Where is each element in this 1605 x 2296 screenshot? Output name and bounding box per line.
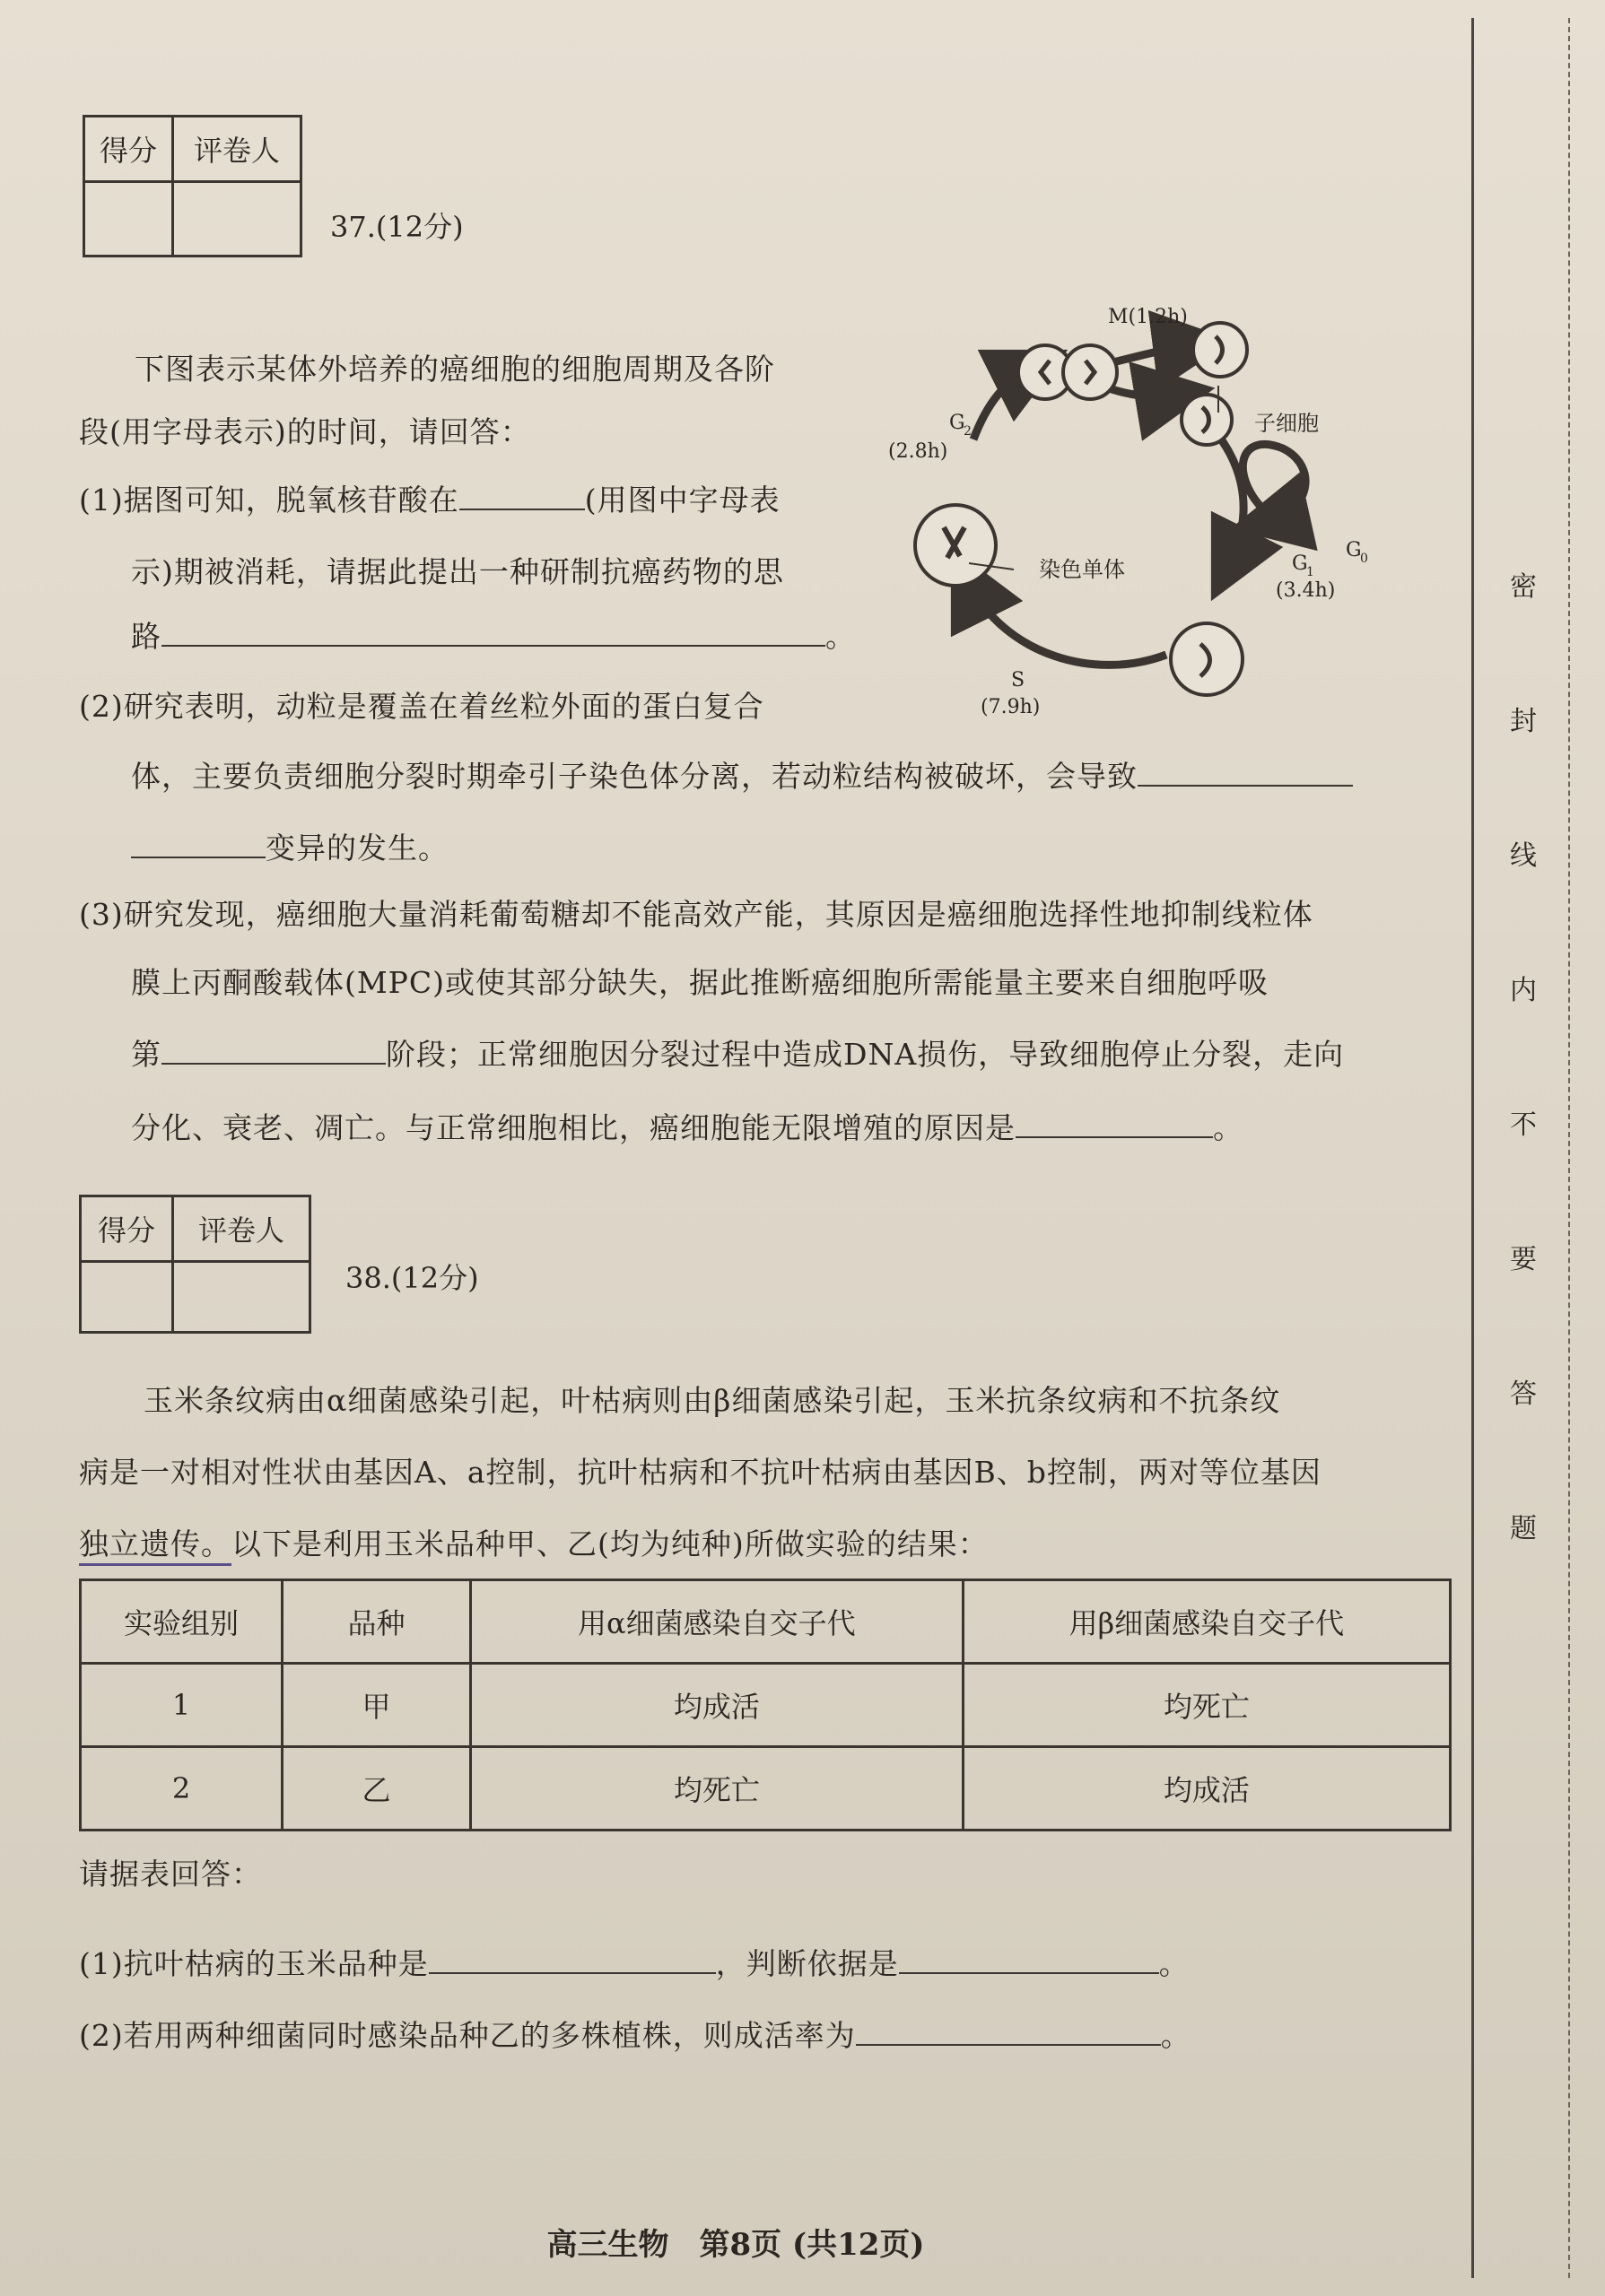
results-table: [79, 1578, 1452, 1831]
g1-subscript: 1: [1306, 565, 1314, 579]
score-cell[interactable]: [84, 182, 173, 257]
answer-blank-2[interactable]: [161, 613, 825, 647]
period: 。: [1160, 2018, 1191, 2053]
q37-part2-line1: (2)研究表明，动粒是覆盖在着丝粒外面的蛋白复合: [79, 689, 764, 724]
q37-part3-text2: 阶段；正常细胞因分裂过程中造成DNA损伤，导致细胞停止分裂，走向: [386, 1037, 1345, 1072]
answer-blank-6[interactable]: [1016, 1104, 1213, 1138]
s-label: S: [1011, 669, 1025, 691]
g0-label: G: [1346, 539, 1362, 561]
table-cell: 均成活: [471, 1664, 964, 1747]
grader-label: 评卷人: [173, 117, 301, 182]
q37-part2-text2: 变异的发生。: [266, 831, 449, 865]
grader-cell[interactable]: [173, 1262, 310, 1333]
table-header-row: [81, 1580, 1451, 1664]
question-37-number: 37.(12分): [330, 210, 464, 244]
q37-part3-line1: (3)研究发现，癌细胞大量消耗葡萄糖却不能高效产能，其原因是癌细胞选择性地抑制线粒体: [79, 897, 1313, 932]
score-box-q37: [83, 115, 302, 257]
table-cell: 乙: [283, 1747, 471, 1831]
seal-char: 内: [1510, 975, 1537, 1006]
table-cell: 均死亡: [963, 1664, 1450, 1747]
score-box-q38: [79, 1195, 311, 1334]
grader-cell[interactable]: [173, 182, 301, 257]
q37-part3-line4: [131, 1092, 1243, 1164]
q37-part3-line2: 膜上丙酮酸载体(MPC)或使其部分缺失，据此推断癌细胞所需能量主要来自细胞呼吸: [131, 965, 1269, 1000]
g2-subscript: 2: [964, 424, 972, 439]
table-cell: 2: [81, 1747, 283, 1831]
g2-label: G: [949, 412, 965, 434]
header-variety: 品种: [283, 1580, 471, 1664]
seal-char: 题: [1510, 1513, 1537, 1544]
score-label: 得分: [84, 117, 173, 182]
answer-blank-5[interactable]: [161, 1031, 386, 1065]
seal-char: 要: [1510, 1244, 1537, 1275]
seal-char: 封: [1510, 706, 1537, 737]
g1-time: (3.4h): [1276, 579, 1336, 602]
q37-part2-line3: [131, 813, 449, 884]
q37-part1-line3: [131, 601, 856, 673]
daughter-cell-label: 子细胞: [1254, 411, 1319, 436]
answer-blank-7[interactable]: [429, 1940, 716, 1974]
header-group: 实验组别: [81, 1580, 283, 1664]
dividing-cell-right: [1063, 345, 1117, 399]
binding-dashed-line: [1568, 18, 1570, 2278]
q37-part1-line1: [79, 465, 781, 536]
q38-part1-text2: ，判断依据是: [715, 1946, 899, 1981]
q37-part1-text2: (用图中字母表: [584, 483, 781, 517]
g0-loop: [1243, 444, 1305, 520]
cell-cycle-diagram: [888, 296, 1400, 735]
q38-prompt: 请据表回答：: [79, 1857, 262, 1892]
q38-intro-line1: 玉米条纹病由α细菌感染引起，叶枯病则由β细菌感染引起，玉米抗条纹病和不抗条纹: [144, 1383, 1281, 1418]
q38-part2: [79, 2000, 1191, 2072]
q38-intro-line2: 病是一对相对性状由基因A、a控制，抗叶枯病和不抗叶枯病由基因B、b控制，两对等位基因: [79, 1455, 1322, 1490]
q37-part1-line2: 示)期被消耗，请据此提出一种研制抗癌药物的思: [131, 554, 784, 589]
q38-part1-text: (1)抗叶枯病的玉米品种是: [79, 1946, 429, 1981]
q37-part1-text: (1)据图可知，脱氧核苷酸在: [79, 483, 459, 517]
answer-blank-3[interactable]: [1138, 752, 1353, 787]
binding-line: [1471, 18, 1474, 2278]
g0-subscript: 0: [1360, 552, 1368, 566]
q37-part3-text: 第: [131, 1037, 161, 1072]
seal-char: 线: [1510, 840, 1537, 872]
table-row: [81, 1747, 1451, 1831]
page-footer: 高三生物 第8页 (共12页): [546, 2227, 925, 2263]
q37-part2-text: 体，主要负责细胞分裂时期牵引子染色体分离，若动粒结构被破坏，会导致: [131, 759, 1138, 794]
question-38-number: 38.(12分): [345, 1261, 479, 1295]
q37-intro-line2: 段(用字母表示)的时间，请回答：: [79, 414, 531, 449]
underlined-text: 独立遗传。: [79, 1526, 231, 1566]
s-phase-cell: [1171, 623, 1243, 695]
header-beta: 用β细菌感染自交子代: [963, 1580, 1450, 1664]
seal-char: 答: [1510, 1378, 1537, 1410]
q38-intro-line3: [79, 1509, 989, 1580]
table-cell: 1: [81, 1664, 283, 1747]
answer-blank-9[interactable]: [856, 2012, 1161, 2046]
period: 。: [1158, 1946, 1190, 1981]
seal-char: 不: [1510, 1109, 1537, 1141]
seal-text: [1496, 571, 1550, 1650]
q37-part2-line2: [131, 741, 1353, 813]
m-phase-label: M(1.2h): [1108, 306, 1188, 328]
score-cell[interactable]: [81, 1262, 173, 1333]
seal-char: 密: [1510, 571, 1537, 603]
table-cell: 甲: [283, 1664, 471, 1747]
q38-intro-text: 以下是利用玉米品种甲、乙(均为纯种)所做实验的结果：: [231, 1526, 989, 1561]
grader-label: 评卷人: [173, 1196, 310, 1262]
g2-time: (2.8h): [888, 440, 948, 463]
answer-blank-1[interactable]: [459, 476, 585, 510]
score-label: 得分: [81, 1196, 173, 1262]
q37-intro-line1: 下图表示某体外培养的癌细胞的细胞周期及各阶: [135, 352, 775, 387]
table-cell: 均成活: [963, 1747, 1450, 1831]
q37-part3-text3: 分化、衰老、凋亡。与正常细胞相比，癌细胞能无限增殖的原因是: [131, 1110, 1016, 1145]
chromatid-label: 染色单体: [1039, 557, 1125, 582]
answer-blank-4[interactable]: [131, 824, 266, 858]
q38-part1: [79, 1928, 1190, 2000]
answer-blank-8[interactable]: [899, 1940, 1159, 1974]
table-row: [81, 1664, 1451, 1747]
q37-part1-text3: 路: [131, 619, 161, 654]
period: 。: [825, 619, 856, 654]
q37-part3-line3: [131, 1019, 1344, 1091]
s-arrow: [969, 583, 1166, 665]
period: 。: [1213, 1110, 1243, 1145]
s-time: (7.9h): [981, 696, 1041, 718]
q38-part2-text: (2)若用两种细菌同时感染品种乙的多株植株，则成活率为: [79, 2018, 856, 2053]
g1-label: G: [1292, 552, 1308, 575]
table-cell: 均死亡: [471, 1747, 964, 1831]
header-alpha: 用α细菌感染自交子代: [471, 1580, 964, 1664]
